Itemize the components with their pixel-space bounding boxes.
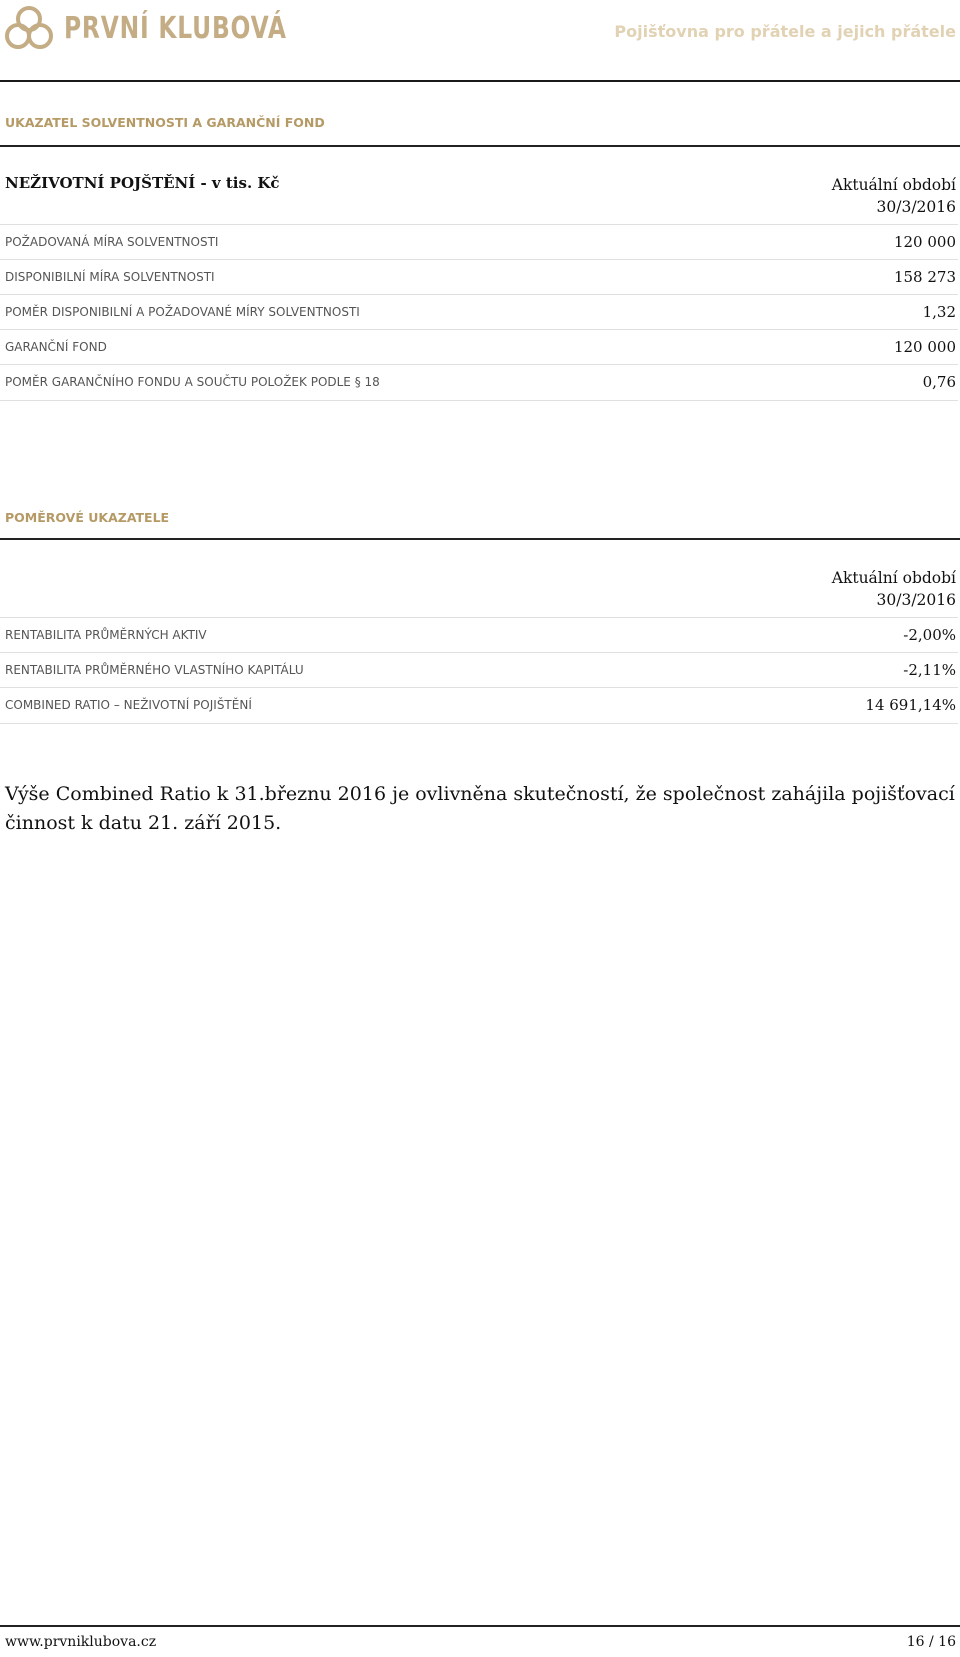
website-link[interactable]: www.prvniklubova.cz (5, 1634, 157, 1650)
logo (4, 4, 350, 52)
row-label: DISPONIBILNÍ MÍRA SOLVENTNOSTI (5, 270, 215, 284)
ratios-table-header (0, 567, 958, 615)
row-label: POMĚR DISPONIBILNÍ A POŽADOVANÉ MÍRY SOLVENTNOSTI (5, 305, 360, 319)
row-value: 14 691,14% (865, 696, 956, 714)
column-header-date: 30/3/2016 (876, 591, 956, 609)
table-row (0, 364, 958, 401)
row-label: COMBINED RATIO – NEŽIVOTNÍ POJIŠTĚNÍ (5, 698, 252, 712)
table-title: NEŽIVOTNÍ POJŠTĚNÍ - v tis. Kč (5, 174, 280, 192)
row-label: GARANČNÍ FOND (5, 340, 107, 354)
row-value: 120 000 (893, 338, 956, 356)
column-header-period: Aktuální období (831, 176, 956, 194)
section-title-ratios: POMĚROVÉ UKAZATELE (5, 510, 170, 525)
table-row (0, 329, 958, 365)
logo-knot-icon (4, 4, 54, 52)
tagline: Pojišťovna pro přátele a jejich přátele (614, 22, 956, 41)
header-divider (0, 80, 960, 82)
solvency-table-header (0, 174, 958, 222)
row-value: 120 000 (893, 233, 956, 251)
page-header (0, 0, 960, 82)
section-divider (0, 145, 960, 147)
table-row (0, 259, 958, 295)
table-row (0, 224, 958, 260)
row-value: -2,11% (903, 661, 956, 679)
column-header (832, 567, 956, 611)
column-header (832, 174, 956, 218)
section-divider (0, 538, 960, 540)
row-value: -2,00% (903, 626, 956, 644)
table-row (0, 687, 958, 724)
row-value: 0,76 (922, 373, 956, 391)
row-value: 158 273 (893, 268, 956, 286)
table-row (0, 617, 958, 653)
logo-text: PRVNÍ KLUBOVÁ (64, 10, 287, 46)
section-title-solvency: UKAZATEL SOLVENTNOSTI A GARANČNÍ FOND (5, 115, 325, 130)
table-row (0, 294, 958, 330)
row-label: POŽADOVANÁ MÍRA SOLVENTNOSTI (5, 235, 219, 249)
combined-ratio-note: Výše Combined Ratio k 31.březnu 2016 je ovlivněna skutečností, že společnost zahájila pojišťovací činnost k datu 21. září 2015. (5, 783, 955, 834)
footer-divider (0, 1625, 960, 1627)
row-label: RENTABILITA PRŮMĚRNÉHO VLASTNÍHO KAPITÁLU (5, 663, 304, 677)
row-value: 1,32 (922, 303, 956, 321)
row-label: POMĚR GARANČNÍHO FONDU A SOUČTU POLOŽEK PODLE § 18 (5, 375, 380, 389)
column-header-period: Aktuální období (831, 569, 956, 587)
column-header-date: 30/3/2016 (876, 198, 956, 216)
row-label: RENTABILITA PRŮMĚRNÝCH AKTIV (5, 628, 207, 642)
table-row (0, 652, 958, 688)
page-number: 16 / 16 (906, 1634, 956, 1650)
